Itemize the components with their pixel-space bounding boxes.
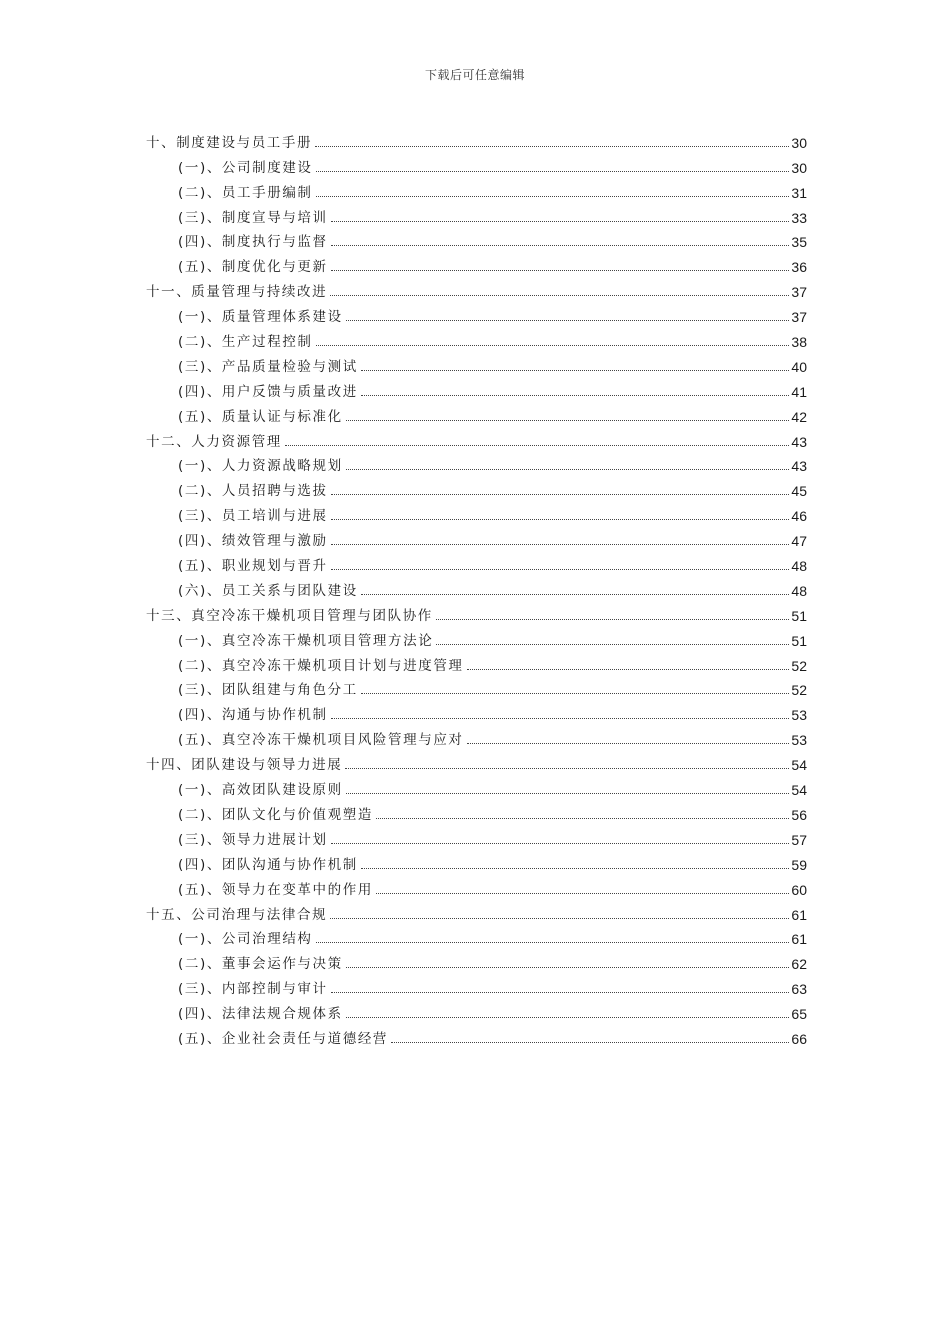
toc-page-number: 48 <box>791 558 807 575</box>
toc-section-entry[interactable] <box>178 650 807 675</box>
toc-entry-label: 十、制度建设与员工手册 <box>146 134 313 151</box>
toc-entry-label: 十三、真空冷冻干燥机项目管理与团队协作 <box>146 607 433 624</box>
toc-dot-leader <box>376 817 789 819</box>
toc-dot-leader <box>316 941 790 943</box>
toc-dot-leader <box>331 991 790 993</box>
toc-entry-label: 十五、公司治理与法律合规 <box>146 906 328 923</box>
toc-section-entry[interactable] <box>178 177 807 202</box>
toc-dot-leader <box>361 692 790 694</box>
toc-section-entry[interactable] <box>178 998 807 1023</box>
toc-entry-label: (五)、企业社会责任与道德经营 <box>178 1030 389 1047</box>
toc-entry-label: (五)、领导力在变革中的作用 <box>178 881 373 898</box>
toc-entry-label: (四)、制度执行与监督 <box>178 234 328 251</box>
toc-page-number: 37 <box>791 309 807 326</box>
toc-page-number: 36 <box>791 259 807 276</box>
toc-entry-label: (三)、内部控制与审计 <box>178 981 328 998</box>
toc-dot-leader <box>331 568 790 570</box>
toc-dot-leader <box>361 369 790 371</box>
toc-dot-leader <box>436 643 789 645</box>
toc-page-number: 56 <box>791 806 807 823</box>
toc-section-entry[interactable] <box>178 475 807 500</box>
table-of-contents <box>0 127 950 1048</box>
toc-entry-label: (二)、生产过程控制 <box>178 334 313 351</box>
toc-entry-label: (三)、制度宣导与培训 <box>178 209 328 226</box>
toc-dot-leader <box>331 220 790 222</box>
page-header: 下载后可任意编辑 <box>424 68 525 82</box>
toc-section-entry[interactable] <box>178 451 807 476</box>
toc-dot-leader <box>346 419 790 421</box>
toc-page-number: 38 <box>791 334 807 351</box>
toc-section-entry[interactable] <box>178 774 807 799</box>
toc-chapter-entry[interactable] <box>146 426 807 451</box>
toc-entry-label: (二)、团队文化与价值观塑造 <box>178 806 373 823</box>
toc-entry-label: (二)、董事会运作与决策 <box>178 956 343 973</box>
toc-page-number: 54 <box>791 757 807 774</box>
toc-page-number: 42 <box>791 408 807 425</box>
toc-chapter-entry[interactable] <box>146 899 807 924</box>
toc-page-number: 47 <box>791 533 807 550</box>
toc-page-number: 35 <box>791 234 807 251</box>
toc-entry-label: (四)、绩效管理与激励 <box>178 533 328 550</box>
toc-dot-leader <box>316 195 790 197</box>
toc-dot-leader <box>376 892 789 894</box>
toc-dot-leader <box>361 394 790 396</box>
toc-dot-leader <box>346 468 790 470</box>
toc-entry-label: (五)、职业规划与晋升 <box>178 558 328 575</box>
toc-section-entry[interactable] <box>178 152 807 177</box>
toc-page-number: 45 <box>791 483 807 500</box>
toc-entry-label: (二)、真空冷冻干燥机项目计划与进度管理 <box>178 657 464 674</box>
toc-page-number: 66 <box>791 1030 807 1047</box>
toc-section-entry[interactable] <box>178 202 807 227</box>
toc-dot-leader <box>391 1041 789 1043</box>
toc-page-number: 51 <box>791 632 807 649</box>
toc-dot-leader <box>331 493 790 495</box>
toc-entry-label: (四)、沟通与协作机制 <box>178 707 328 724</box>
toc-entry-label: (五)、制度优化与更新 <box>178 259 328 276</box>
toc-section-entry[interactable] <box>178 625 807 650</box>
toc-entry-label: (一)、公司制度建设 <box>178 159 313 176</box>
toc-entry-label: (一)、人力资源战略规划 <box>178 458 343 475</box>
toc-dot-leader <box>331 269 790 271</box>
toc-page-number: 48 <box>791 582 807 599</box>
toc-entry-label: (三)、产品质量检验与测试 <box>178 358 358 375</box>
toc-section-entry[interactable] <box>178 973 807 998</box>
toc-section-entry[interactable] <box>178 301 807 326</box>
toc-page-number: 43 <box>791 458 807 475</box>
toc-section-entry[interactable] <box>178 401 807 426</box>
toc-page-number: 53 <box>791 707 807 724</box>
toc-section-entry[interactable] <box>178 251 807 276</box>
toc-entry-label: 十一、质量管理与持续改进 <box>146 284 328 301</box>
toc-dot-leader <box>467 668 790 670</box>
toc-page-number: 40 <box>791 358 807 375</box>
toc-page-number: 65 <box>791 1006 807 1023</box>
toc-entry-label: (六)、员工关系与团队建设 <box>178 582 358 599</box>
toc-dot-leader <box>361 593 790 595</box>
toc-page-number: 43 <box>791 433 807 450</box>
toc-page-number: 31 <box>791 184 807 201</box>
toc-dot-leader <box>316 344 790 346</box>
toc-page-number: 46 <box>791 508 807 525</box>
toc-dot-leader <box>285 444 790 446</box>
toc-chapter-entry[interactable] <box>146 127 807 152</box>
toc-section-entry[interactable] <box>178 351 807 376</box>
toc-page-number: 41 <box>791 383 807 400</box>
toc-section-entry[interactable] <box>178 227 807 252</box>
toc-dot-leader <box>331 717 790 719</box>
toc-entry-label: 十二、人力资源管理 <box>146 433 282 450</box>
toc-page-number: 63 <box>791 981 807 998</box>
toc-dot-leader <box>346 319 790 321</box>
toc-entry-label: 十四、团队建设与领导力进展 <box>146 757 343 774</box>
toc-entry-label: (五)、质量认证与标准化 <box>178 408 343 425</box>
toc-dot-leader <box>330 294 789 296</box>
toc-entry-label: (五)、真空冷冻干燥机项目风险管理与应对 <box>178 732 464 749</box>
toc-chapter-entry[interactable] <box>146 749 807 774</box>
toc-entry-label: (四)、用户反馈与质量改进 <box>178 383 358 400</box>
toc-entry-label: (四)、团队沟通与协作机制 <box>178 856 358 873</box>
toc-entry-label: (一)、公司治理结构 <box>178 931 313 948</box>
toc-section-entry[interactable] <box>178 1023 807 1048</box>
toc-section-entry[interactable] <box>178 575 807 600</box>
toc-page-number: 54 <box>791 782 807 799</box>
toc-dot-leader <box>315 145 789 147</box>
toc-dot-leader <box>346 1016 790 1018</box>
toc-entry-label: (三)、团队组建与角色分工 <box>178 682 358 699</box>
toc-section-entry[interactable] <box>178 525 807 550</box>
toc-page-number: 30 <box>791 159 807 176</box>
toc-section-entry[interactable] <box>178 948 807 973</box>
toc-page-number: 60 <box>791 881 807 898</box>
toc-section-entry[interactable] <box>178 326 807 351</box>
toc-dot-leader <box>346 792 790 794</box>
toc-section-entry[interactable] <box>178 924 807 949</box>
toc-entry-label: (一)、真空冷冻干燥机项目管理方法论 <box>178 632 434 649</box>
toc-section-entry[interactable] <box>178 799 807 824</box>
toc-section-entry[interactable] <box>178 699 807 724</box>
toc-dot-leader <box>346 966 790 968</box>
toc-page-number: 51 <box>791 607 807 624</box>
toc-entry-label: (二)、员工手册编制 <box>178 184 313 201</box>
toc-dot-leader <box>330 917 789 919</box>
toc-page-number: 57 <box>791 831 807 848</box>
toc-section-entry[interactable] <box>178 550 807 575</box>
toc-section-entry[interactable] <box>178 724 807 749</box>
toc-section-entry[interactable] <box>178 874 807 899</box>
toc-entry-label: (三)、领导力进展计划 <box>178 831 328 848</box>
toc-dot-leader <box>345 767 789 769</box>
toc-section-entry[interactable] <box>178 675 807 700</box>
toc-dot-leader <box>436 618 790 620</box>
toc-page-number: 37 <box>791 284 807 301</box>
toc-section-entry[interactable] <box>178 500 807 525</box>
toc-page-number: 30 <box>791 134 807 151</box>
toc-entry-label: (三)、员工培训与进展 <box>178 508 328 525</box>
toc-page-number: 52 <box>791 657 807 674</box>
toc-entry-label: (一)、高效团队建设原则 <box>178 782 343 799</box>
toc-dot-leader <box>331 244 790 246</box>
toc-entry-label: (四)、法律法规合规体系 <box>178 1006 343 1023</box>
toc-section-entry[interactable] <box>178 849 807 874</box>
toc-dot-leader <box>467 742 790 744</box>
toc-section-entry[interactable] <box>178 824 807 849</box>
toc-dot-leader <box>361 867 790 869</box>
toc-page-number: 61 <box>791 931 807 948</box>
toc-section-entry[interactable] <box>178 376 807 401</box>
toc-page-number: 62 <box>791 956 807 973</box>
toc-entry-label: (二)、人员招聘与选拔 <box>178 483 328 500</box>
toc-page-number: 61 <box>791 906 807 923</box>
toc-dot-leader <box>316 170 790 172</box>
toc-page-number: 33 <box>791 209 807 226</box>
toc-dot-leader <box>331 543 790 545</box>
toc-page-number: 52 <box>791 682 807 699</box>
toc-dot-leader <box>331 842 790 844</box>
toc-chapter-entry[interactable] <box>146 600 807 625</box>
toc-page-number: 53 <box>791 732 807 749</box>
toc-page-number: 59 <box>791 856 807 873</box>
toc-dot-leader <box>331 518 790 520</box>
toc-entry-label: (一)、质量管理体系建设 <box>178 309 343 326</box>
toc-chapter-entry[interactable] <box>146 276 807 301</box>
